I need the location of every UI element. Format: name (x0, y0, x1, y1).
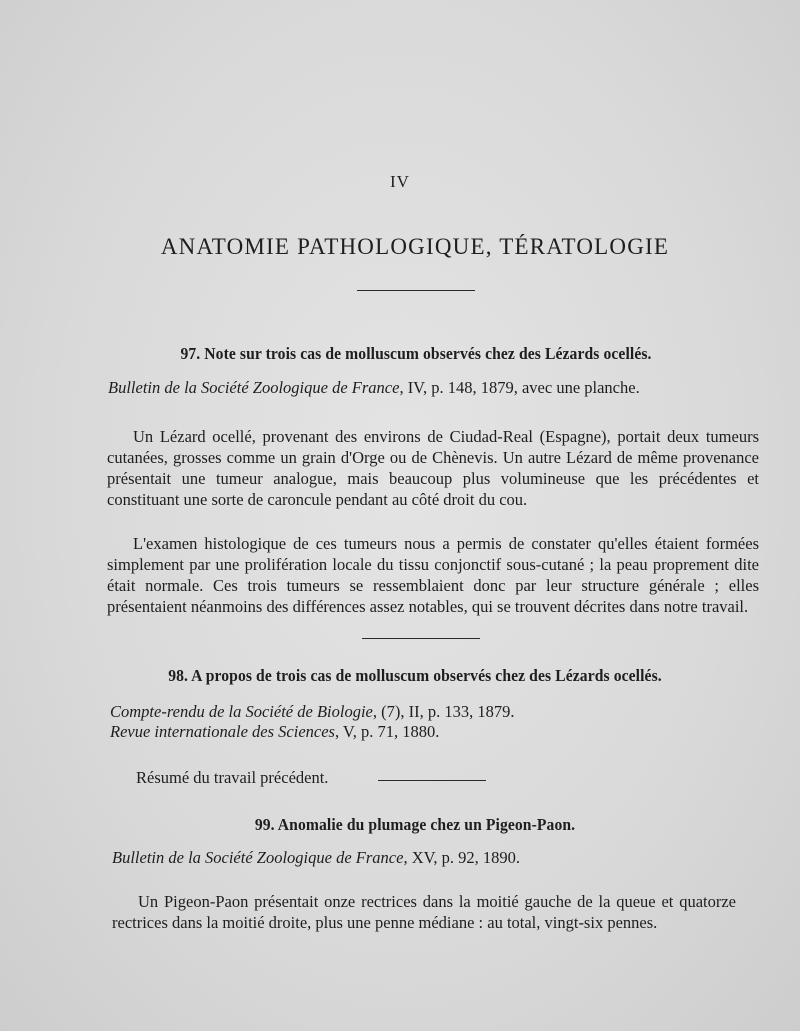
title-divider (357, 290, 475, 291)
entry-98-paragraph-1: Résumé du travail précédent. (136, 767, 329, 787)
section-numeral: IV (390, 172, 410, 191)
reference-details: , XV, p. 92, 1890. (403, 848, 521, 867)
entry-97-paragraph-2: L'examen histologique de ces tumeurs nous a permis de constater qu'elles étaient formées simplement par une prolifération locale du tissu conjonctif sous-cutané ; la peau proprement dite était normale. Ces trois tumeurs se ressemblaient donc par leur structure générale ; elles présentaient néanmoins des différences assez notables, qui se trouvent décrites dans notre travail. (107, 533, 759, 617)
entry-99-paragraph-1: Un Pigeon-Paon présentait onze rectrices dans la moitié gauche de la queue et quatorze rectrices dans la moitié droite, plus une penne médiane : au total, vingt-six pennes. (112, 891, 736, 932)
entry-97-title: 97. Note sur trois cas de molluscum observés chez des Lézards ocellés. (180, 344, 652, 363)
reference-journal: Compte-rendu de la Société de Biologie (110, 702, 373, 721)
entry-98-reference-2 (110, 722, 760, 742)
entry-divider (378, 780, 486, 781)
entry-97-paragraph-1: Un Lézard ocellé, provenant des environs de Ciudad-Real (Espagne), portait deux tumeurs cutanées, grosses comme un grain d'Orge ou de Chènevis. Un autre Lézard de même provenance présentait une tumeur analogue, mais beaucoup plus volumineuse que les précédentes et constituant une sorte de caroncule pendant au côté droit du cou. (107, 426, 759, 510)
reference-journal: Bulletin de la Société Zoologique de France (112, 848, 404, 867)
reference-journal: Bulletin de la Société Zoologique de France (108, 378, 400, 397)
reference-journal: Revue internationale des Sciences (110, 722, 335, 741)
entry-divider (362, 638, 480, 639)
entry-99-title: 99. Anomalie du plumage chez un Pigeon-Paon. (254, 815, 576, 834)
entry-99-reference (112, 848, 762, 868)
entry-97-reference (108, 378, 758, 398)
reference-details: , (7), II, p. 133, 1879. (372, 702, 515, 721)
reference-details: , V, p. 71, 1880. (334, 722, 440, 741)
entry-98-title: 98. A propos de trois cas de molluscum observés chez des Lézards ocellés. (168, 666, 662, 685)
entry-98-reference-1 (110, 702, 760, 722)
part-title: ANATOMIE PATHOLOGIQUE, TÉRATOLOGIE (160, 234, 670, 259)
reference-details: , IV, p. 148, 1879, avec une planche. (399, 378, 640, 397)
